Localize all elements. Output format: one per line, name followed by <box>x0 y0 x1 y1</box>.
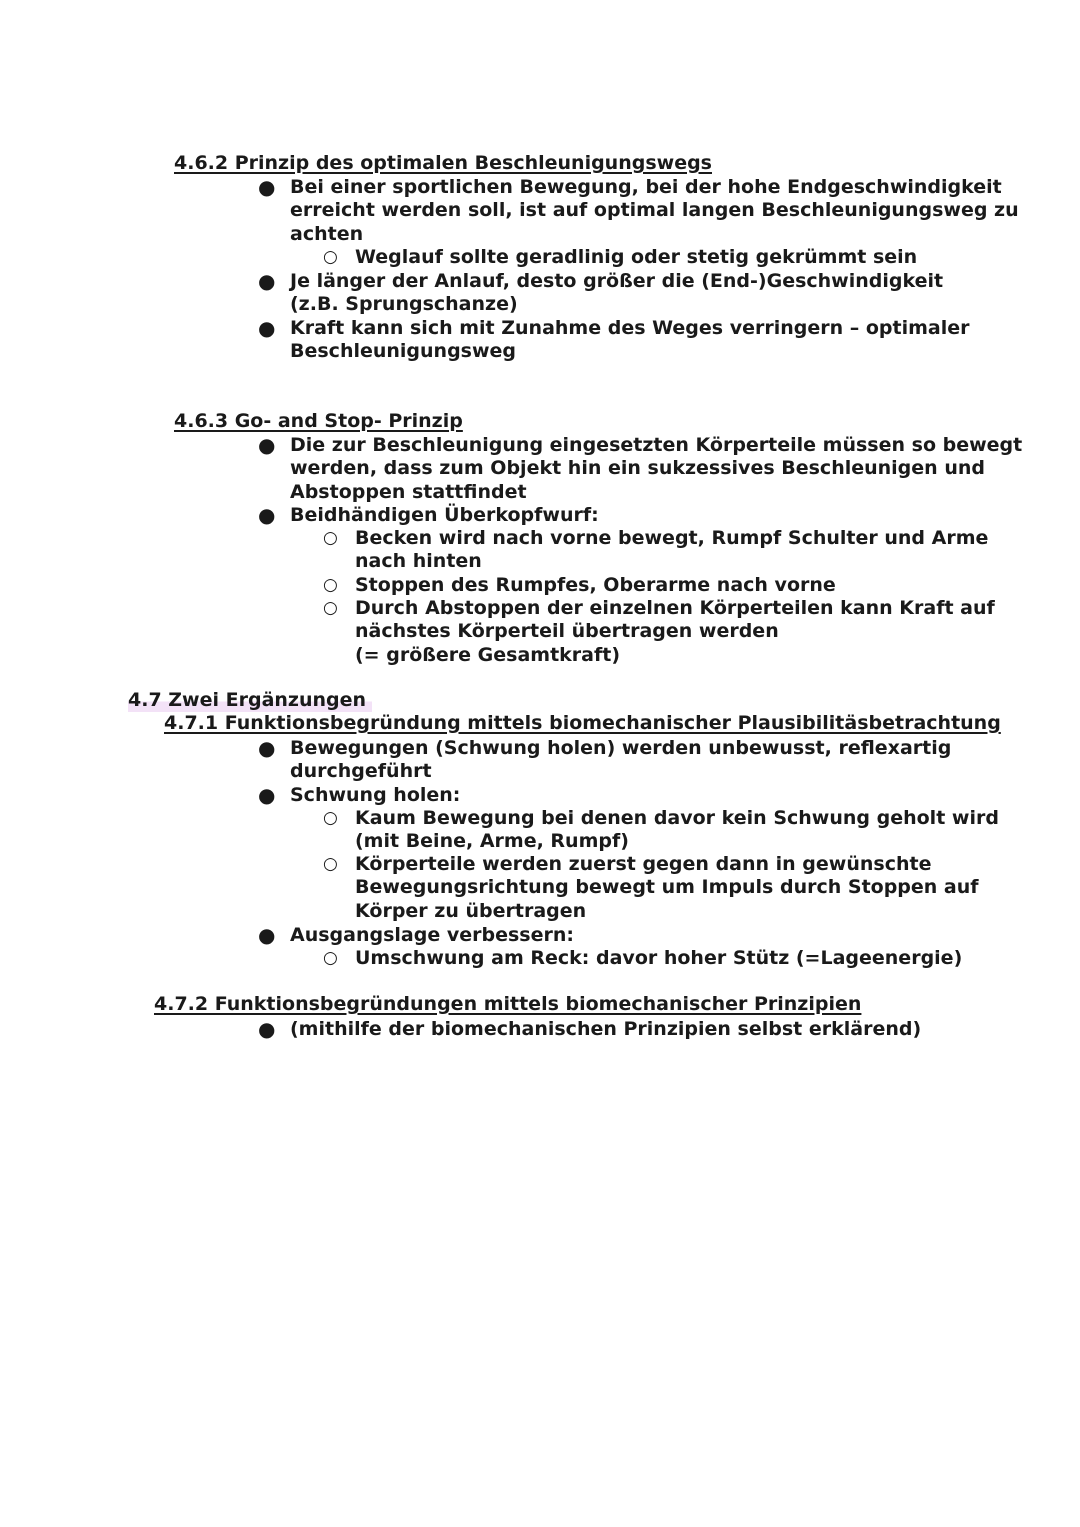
bullet-icon: ● <box>258 1017 276 1041</box>
circle-bullet-icon: ○ <box>323 808 338 828</box>
text-line: nächstes Körperteil übertragen werden <box>355 620 779 643</box>
text-line: (mit Beine, Arme, Rumpf) <box>355 830 629 853</box>
text-line: achten <box>290 222 364 245</box>
text-line: Körperteile werden zuerst gegen dann in gewünschte <box>355 853 932 875</box>
text-line: Schwung holen: <box>290 784 461 806</box>
bullet-item <box>258 923 574 947</box>
text-line: (mithilfe der biomechanischen Prinzipien selbst erklärend) <box>290 1018 922 1040</box>
bullet-icon: ● <box>258 783 276 807</box>
section-heading-4-7-2: 4.7.2 Funktionsbegründungen mittels biomechanischer Prinzipien <box>154 993 862 1015</box>
circle-bullet-icon: ○ <box>323 528 338 548</box>
circle-bullet-icon: ○ <box>323 948 338 968</box>
text-line: Ausgangslage verbessern: <box>290 924 574 946</box>
bullet-icon: ● <box>258 175 276 199</box>
text-line: Bewegungen (Schwung holen) werden unbewusst, reflexartig <box>290 737 952 759</box>
text-line: durchgeführt <box>290 760 432 783</box>
circle-bullet-icon: ○ <box>323 247 338 267</box>
text-line: Becken wird nach vorne bewegt, Rumpf Schulter und Arme <box>355 527 989 549</box>
text-line: erreicht werden soll, ist auf optimal langen Beschleunigungsweg zu <box>290 199 1019 222</box>
text-line: Umschwung am Reck: davor hoher Stütz (=Lageenergie) <box>355 947 963 969</box>
sub-bullet-item <box>323 947 963 970</box>
text-line: Beschleunigungsweg <box>290 340 517 363</box>
text-line: Je länger der Anlauf, desto größer die (End-)Geschwindigkeit <box>290 270 944 292</box>
text-line: Durch Abstoppen der einzelnen Körperteilen kann Kraft auf <box>355 597 995 619</box>
circle-bullet-icon: ○ <box>323 575 338 595</box>
text-line: (z.B. Sprungschanze) <box>290 293 518 316</box>
section-heading-4-6-2: 4.6.2 Prinzip des optimalen Beschleunigungswegs <box>174 152 712 174</box>
bullet-icon: ● <box>258 269 276 293</box>
text-line: nach hinten <box>355 550 482 573</box>
sub-bullet-item <box>323 574 836 597</box>
text-line: (= größere Gesamtkraft) <box>355 643 621 666</box>
text-line: Körper zu übertragen <box>355 899 587 922</box>
sub-bullet-item <box>323 807 999 854</box>
bullet-item <box>258 783 461 807</box>
sub-bullet-item <box>323 853 979 923</box>
sub-bullet-item <box>323 527 989 574</box>
bullet-item <box>258 503 599 527</box>
bullet-item <box>258 736 952 784</box>
text-line: Weglauf sollte geradlinig oder stetig gekrümmt sein <box>355 246 918 268</box>
text-line: Kraft kann sich mit Zunahme des Weges verringern – optimaler <box>290 317 970 339</box>
sub-bullet-item <box>323 246 918 269</box>
text-line: Die zur Beschleunigung eingesetzten Körperteile müssen so bewegt <box>290 434 1023 456</box>
text-line: Bei einer sportlichen Bewegung, bei der hohe Endgeschwindigkeit <box>290 176 1002 198</box>
text-line: Kaum Bewegung bei denen davor kein Schwung geholt wird <box>355 807 999 829</box>
circle-bullet-icon: ○ <box>323 598 338 618</box>
text-line: Bewegungsrichtung bewegt um Impuls durch Stoppen auf <box>355 876 979 899</box>
text-line: Abstoppen stattfindet <box>290 480 527 503</box>
text-line: Beidhändigen Überkopfwurf: <box>290 504 599 526</box>
bullet-icon: ● <box>258 736 276 760</box>
bullet-icon: ● <box>258 503 276 527</box>
sub-bullet-item <box>323 597 995 667</box>
bullet-icon: ● <box>258 433 276 457</box>
bullet-item <box>258 1017 922 1041</box>
text-line: Stoppen des Rumpfes, Oberarme nach vorne <box>355 574 836 596</box>
section-heading-4-7-1: 4.7.1 Funktionsbegründung mittels biomechanischer Plausibilitäsbetrachtung <box>164 712 1001 734</box>
bullet-item <box>258 316 970 364</box>
bullet-icon: ● <box>258 316 276 340</box>
section-heading-4-6-3: 4.6.3 Go- and Stop- Prinzip <box>174 410 463 432</box>
bullet-item <box>258 433 1023 504</box>
circle-bullet-icon: ○ <box>323 854 338 874</box>
bullet-item <box>258 175 1019 246</box>
text-line: werden, dass zum Objekt hin ein sukzessives Beschleunigen und <box>290 457 985 480</box>
section-heading-4-7: 4.7 Zwei Ergänzungen <box>128 689 372 712</box>
bullet-item <box>258 269 944 317</box>
bullet-icon: ● <box>258 923 276 947</box>
